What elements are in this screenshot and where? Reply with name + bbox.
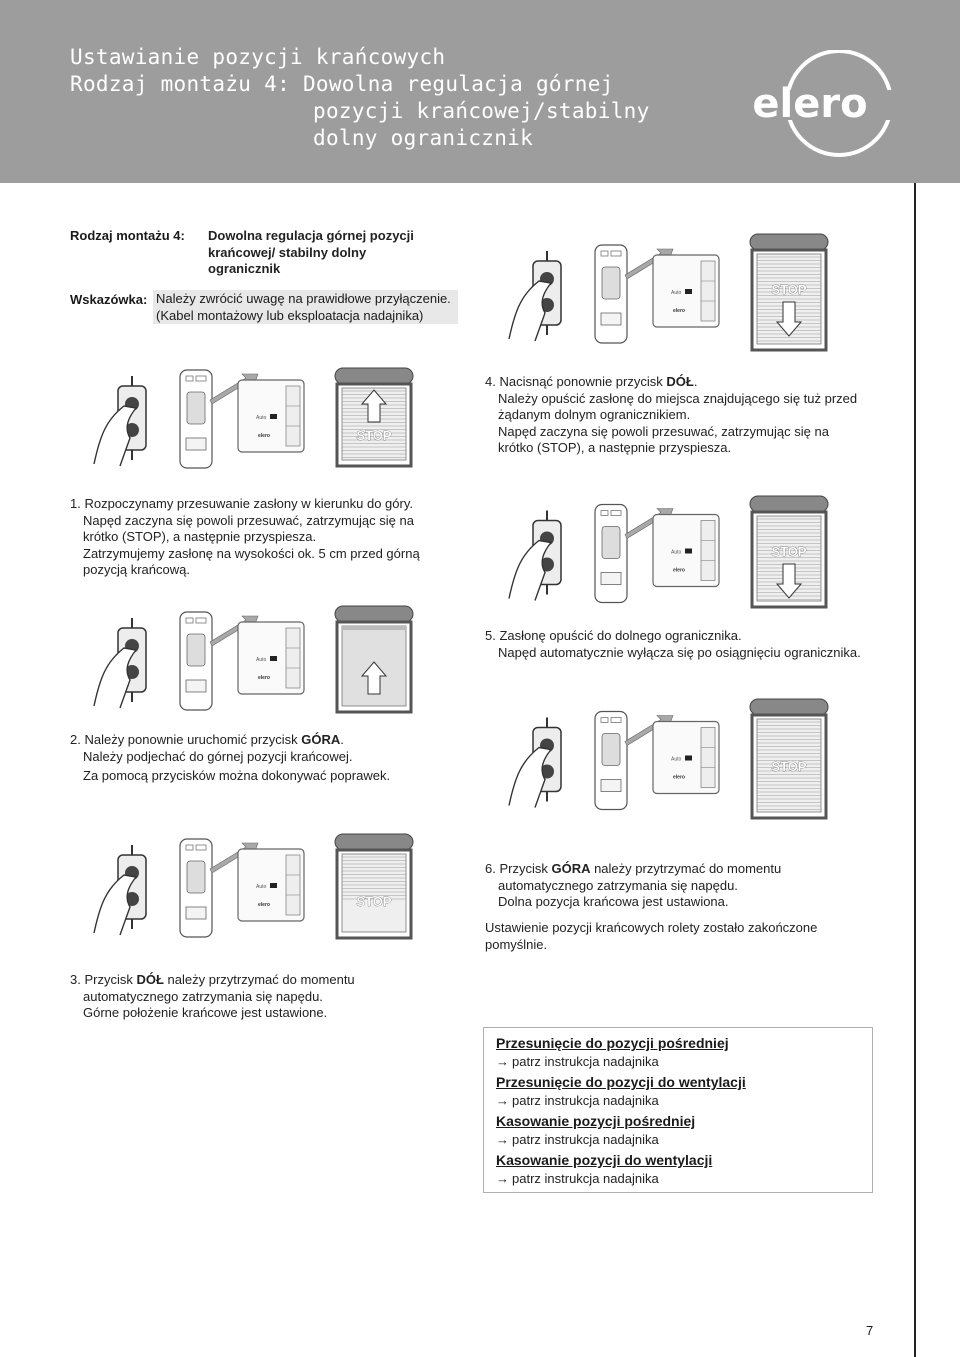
step-3-text: 3. Przycisk DÓŁ należy przytrzymać do momentu automatycznego zatrzymania się napędu. Górne położenie krańcowe jest ustawione. [70, 972, 355, 1020]
auto-label: Auto [671, 290, 682, 296]
roller-shutter-window-icon [335, 606, 413, 712]
remote-control-icon [595, 712, 627, 810]
hand-switch-icon [509, 251, 561, 341]
roller-shutter-window-icon [335, 834, 413, 938]
step-5-text: 5. Zasłonę opuścić do dolnego ogranicznika. Napęd automatycznie wyłącza się po osiągnięciu ogranicznika. [485, 628, 861, 660]
auto-label: Auto [256, 884, 267, 890]
info-sub-1: → patrz instrukcja nadajnika [496, 1054, 659, 1069]
auto-label: Auto [256, 657, 267, 663]
roller-shutter-window-icon [335, 368, 413, 466]
hand-switch-icon [94, 618, 146, 708]
info-sub-3: → patrz instrukcja nadajnika [496, 1132, 659, 1147]
remote-control-icon [595, 245, 627, 343]
right-margin-rule [914, 183, 916, 1357]
stop-label: STOP [771, 282, 807, 297]
brand-label: elero [673, 308, 685, 314]
illustration-step-2 [505, 693, 835, 826]
illustration-step-5 [90, 600, 420, 720]
wall-transmitter-icon [653, 255, 719, 327]
stop-label: STOP [356, 428, 392, 443]
info-item-3 [496, 1113, 695, 1147]
arrow-right-icon: → [496, 1054, 509, 1069]
hand-switch-icon [509, 511, 561, 601]
title-line-3: pozycji krańcowej/stabilny [313, 99, 650, 123]
info-sub-4: → patrz instrukcja nadajnika [496, 1171, 659, 1186]
stop-label: STOP [356, 894, 392, 909]
stop-label: STOP [771, 759, 807, 774]
type-line-2: krańcowej/ stabilny dolny [208, 244, 367, 260]
final-text: Ustawienie pozycji krańcowych rolety zostało zakończone pomyślnie. [485, 920, 818, 952]
info-title-4: Kasowanie pozycji do wentylacji [496, 1152, 713, 1168]
wall-transmitter-icon [238, 380, 304, 452]
wall-transmitter-icon [653, 515, 719, 587]
page-title [70, 44, 650, 152]
brand-label: elero [258, 675, 270, 681]
info-title-1: Przesunięcie do pozycji pośredniej [496, 1035, 729, 1051]
info-item-1 [496, 1035, 729, 1069]
info-sub-2: → patrz instrukcja nadajnika [496, 1093, 659, 1108]
auto-label: Auto [256, 415, 267, 421]
roller-shutter-window-icon [750, 699, 828, 818]
note-line-1: Należy zwrócić uwagę na prawidłowe przyłączenie. [156, 291, 451, 306]
info-title-3: Kasowanie pozycji pośredniej [496, 1113, 696, 1129]
page-number: 7 [866, 1323, 874, 1338]
note-line-2: (Kabel montażowy lub eksploatacja nadajnika) [156, 307, 424, 323]
step-6-text: 6. Przycisk GÓRA należy przytrzymać do momentu automatycznego zatrzymania się napędu. Dolna pozycja krańcowa jest ustawiona. [485, 861, 782, 909]
wall-transmitter-icon [238, 622, 304, 694]
auto-label: Auto [671, 549, 682, 556]
remote-control-icon [595, 505, 627, 603]
step-4-text: 4. Nacisnąć ponownie przycisk DÓŁ. Należy opuścić zasłonę do miejsca znajdującego się tuż przed żądanym dolnym ogranicznikiem. Napęd zaczyna się powoli przesuwać, zatrzymując się na krótko (STOP), a następnie przyspiesza. [485, 374, 858, 455]
remote-control-icon [180, 839, 212, 937]
page-header [0, 0, 960, 183]
brand-label: elero [673, 567, 685, 574]
title-line-4: dolny ogranicznik [313, 126, 534, 150]
title-line-2: Rodzaj montażu 4: Dowolna regulacja górnej [70, 72, 614, 96]
info-item-4 [496, 1152, 712, 1186]
remote-control-icon [180, 370, 212, 468]
roller-shutter-window-icon [750, 496, 828, 607]
arrow-right-icon: → [496, 1093, 509, 1108]
brand-label: elero [673, 774, 685, 781]
type-line-3: ogranicznik [208, 261, 281, 276]
step-1-text: 1. Rozpoczynamy przesuwanie zasłony w kierunku do góry. Napęd zaczyna się powoli przesuwać, zatrzymując się na krótko (STOP), a następnie przyspiesza. Zatrzymujemy zasłonę na wysokości ok. 5 cm przed górną pozycją krańcową. [70, 496, 420, 577]
note-box [153, 290, 458, 324]
hand-switch-icon [94, 845, 146, 935]
step-2-text: 2. Należy ponownie uruchomić przycisk GÓRA. Należy podjechać do górnej pozycji krańcowej. Za pomocą przycisków można dokonywać poprawek. [70, 732, 391, 783]
illustration-step-6 [90, 828, 420, 946]
info-title-2: Przesunięcie do pozycji do wentylacji [496, 1074, 746, 1090]
wall-transmitter-icon [238, 849, 304, 921]
brand-label: elero [258, 902, 270, 908]
remote-control-icon [180, 612, 212, 710]
auto-label: Auto [671, 756, 682, 763]
hand-switch-icon [94, 376, 146, 466]
title-line-1: Ustawianie pozycji krańcowych [70, 45, 446, 69]
related-functions-box [483, 1027, 873, 1193]
illustration-note [505, 228, 835, 358]
hand-switch-icon [509, 718, 561, 808]
note-label: Wskazówka: [70, 292, 148, 307]
stop-label: STOP [771, 544, 807, 559]
illustration-step-1 [505, 490, 835, 615]
wall-transmitter-icon [653, 722, 719, 794]
illustration-step-4 [90, 362, 420, 474]
mounting-type-label: Rodzaj montażu 4: [70, 228, 185, 243]
type-line-1: Dowolna regulacja górnej pozycji [208, 228, 414, 243]
elero-logo [726, 50, 894, 160]
info-item-2 [496, 1074, 746, 1108]
arrow-right-icon: → [496, 1132, 509, 1147]
svg-text:elero: elero [752, 81, 868, 127]
brand-label: elero [258, 433, 270, 439]
mounting-type-text [208, 228, 414, 278]
roller-shutter-window-icon [750, 234, 828, 350]
arrow-right-icon: → [496, 1171, 509, 1186]
